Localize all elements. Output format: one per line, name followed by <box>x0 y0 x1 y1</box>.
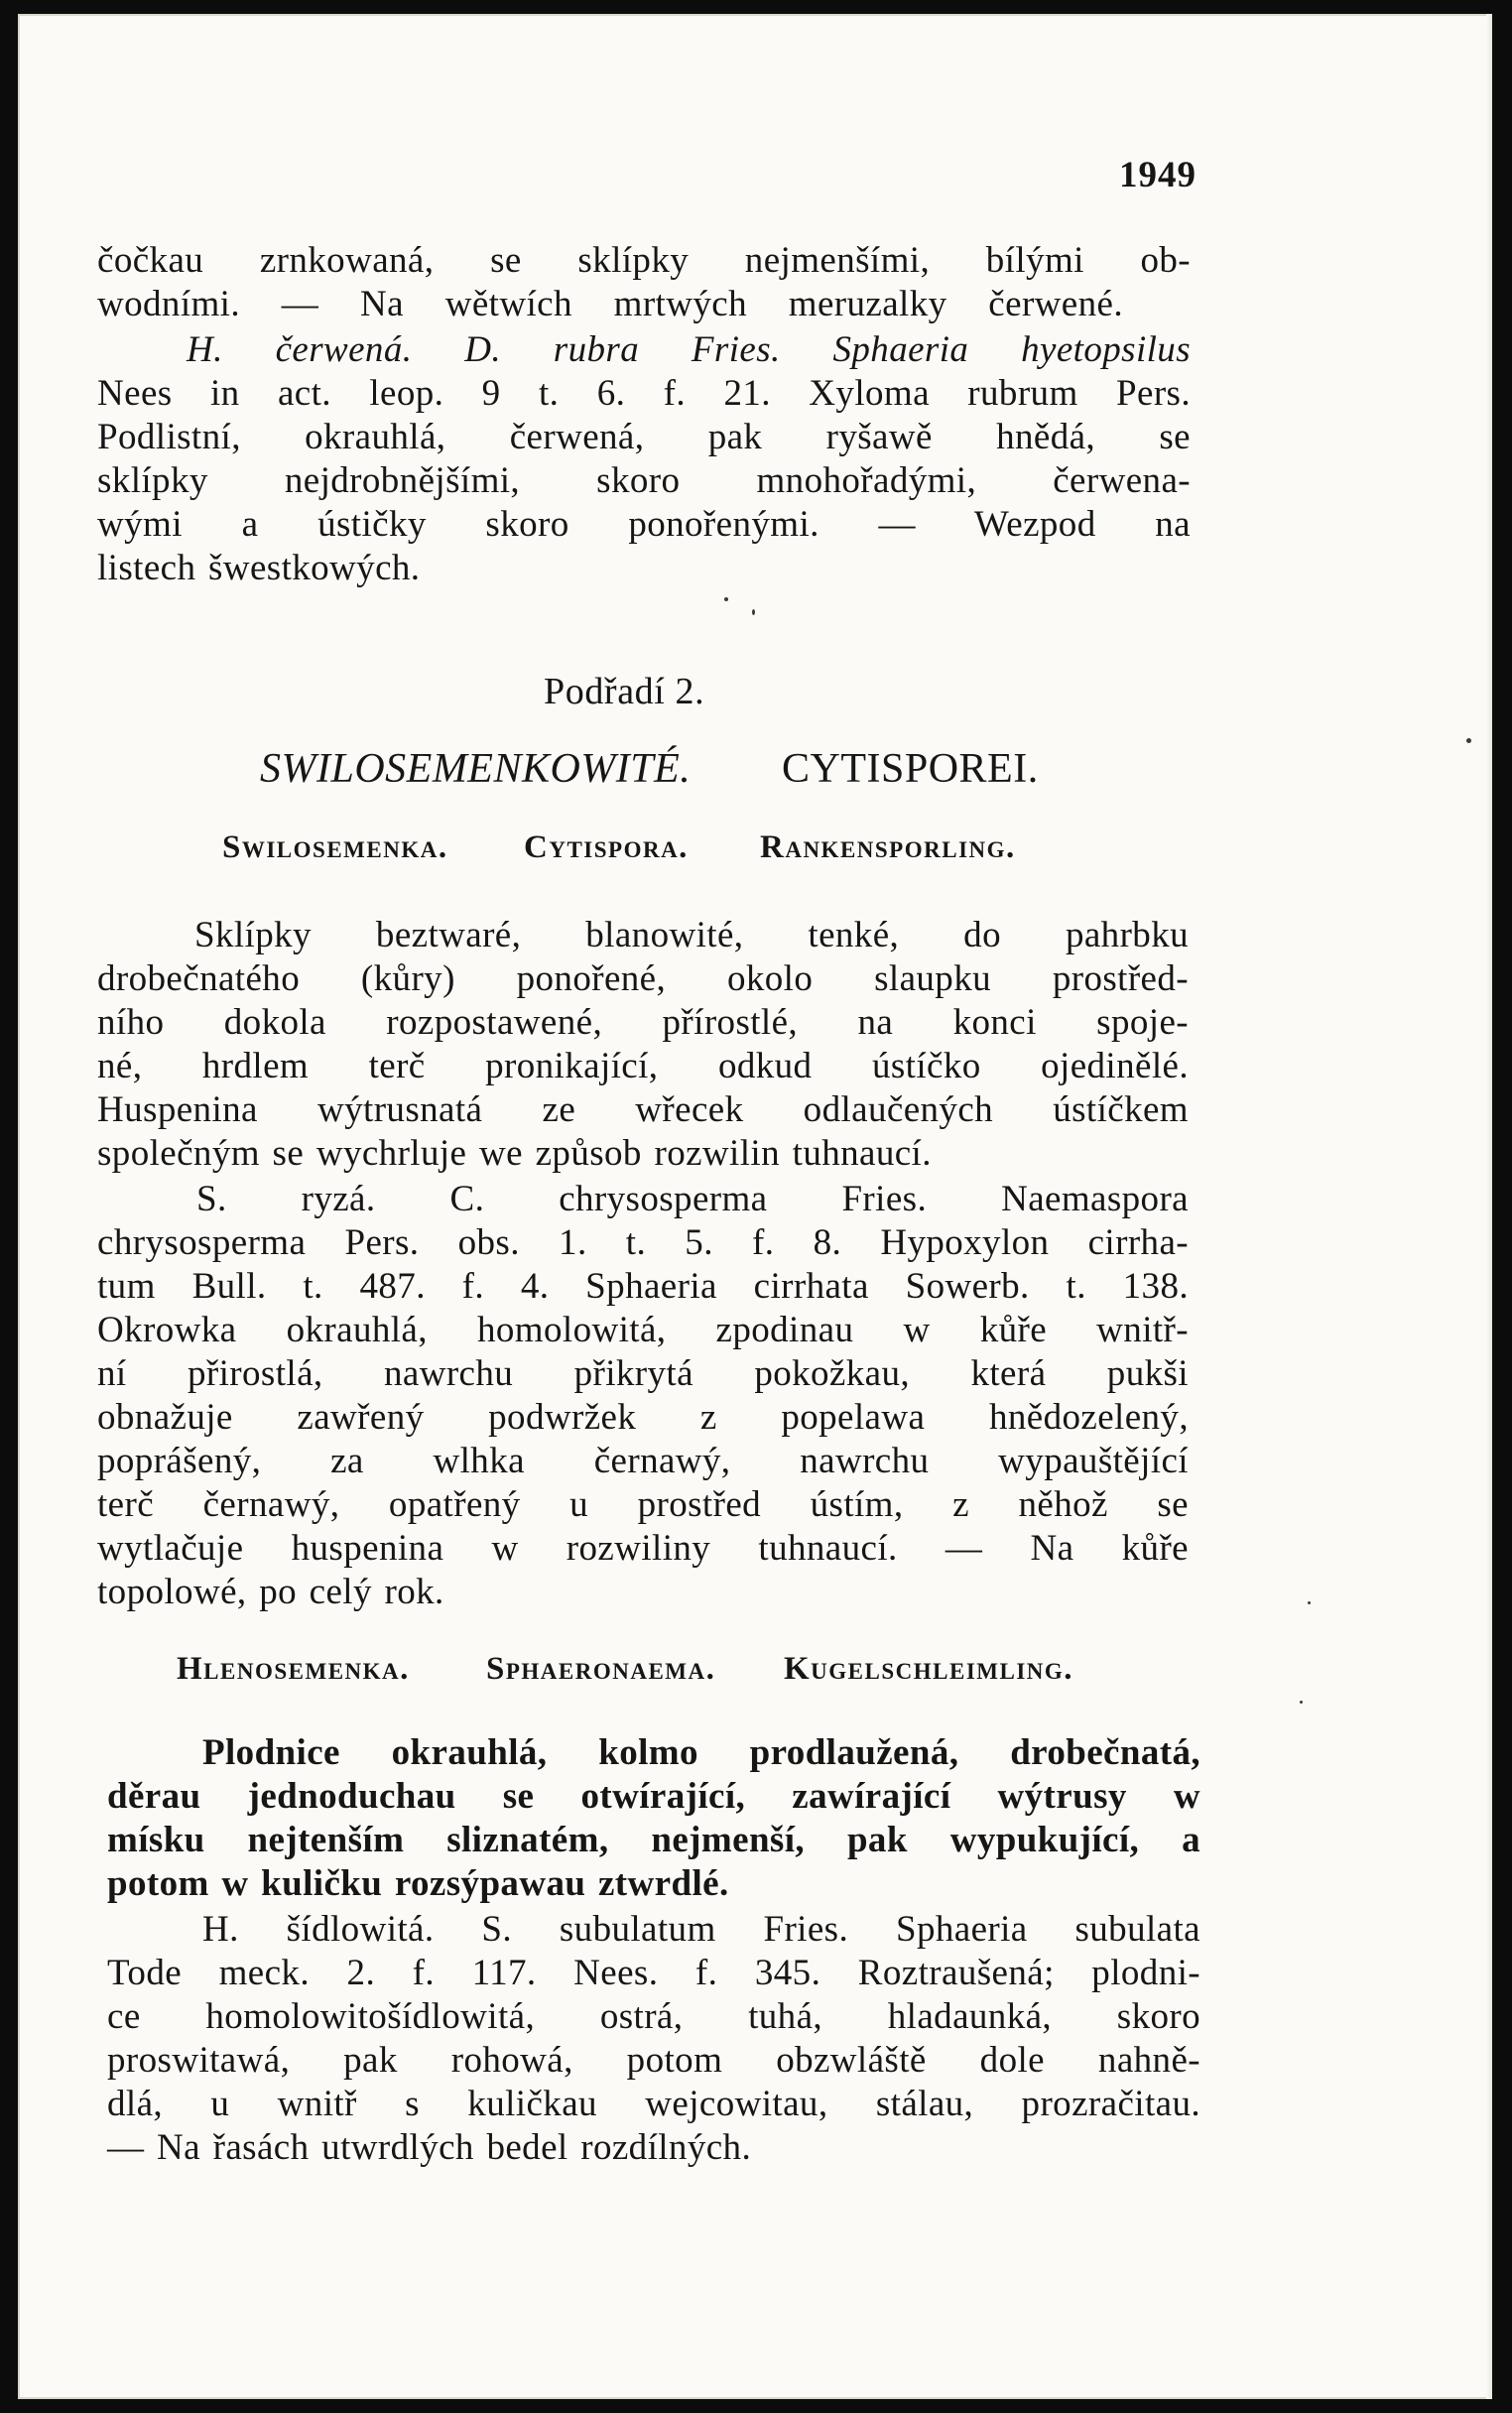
text-line: Okrowka okrauhlá, homolowitá, zpodinau w kůře wnitř- <box>97 1310 1189 1350</box>
genus-name-latin: Cytispora. <box>524 829 689 865</box>
text-line: wodními. — Na wětwích mrtwých meruzalky čerwené. <box>97 284 1123 324</box>
text-line: wytlačuje huspenina w rozwiliny tuhnaucí. — Na kůře <box>97 1528 1189 1569</box>
text-line: S. ryzá. C. chrysosperma Fries. Naemaspora <box>196 1179 1189 1219</box>
page-number: 1949 <box>1119 155 1197 195</box>
text-line: ce homolowitošídlowitá, ostrá, tuhá, hladaunká, skoro <box>107 1996 1200 2037</box>
text-line: né, hrdlem terč pronikající, odkud ústíčko ojedinělé. <box>97 1046 1189 1086</box>
order-heading: Podřadí 2. <box>544 671 705 712</box>
text-line: Tode meck. 2. f. 117. Nees. f. 345. Roztraušená; plodni- <box>107 1953 1200 1993</box>
family-title-latin: CYTISPOREI. <box>782 746 1039 792</box>
text-line: drobečnatého (kůry) ponořené, okolo slaupku prostřed- <box>97 958 1189 999</box>
scan-speck <box>1300 1701 1303 1704</box>
family-title-czech: SWILOSEMENKOWITÉ. <box>260 746 692 792</box>
text-line: — Na řasách utwrdlých bedel rozdílných. <box>107 2127 752 2168</box>
text-line: mísku nejtenším sliznatém, nejmenší, pak wypukující, a <box>107 1820 1200 1860</box>
genus-name-czech: Swilosemenka. <box>222 829 448 865</box>
scan-speck <box>1466 738 1471 743</box>
text-line: topolowé, po celý rok. <box>97 1572 444 1612</box>
scan-speck <box>724 597 728 601</box>
text-line: obnažuje zawřený podwržek z popelawa hnědozelený, <box>97 1397 1189 1438</box>
text-line: wými a ústičky skoro ponořenými. — Wezpod na <box>97 504 1191 545</box>
paper-sheet <box>18 14 1492 2399</box>
genus-name-german: Rankensporling. <box>760 829 1016 865</box>
text-line: Sklípky beztwaré, blanowité, tenké, do pahrbku <box>194 915 1189 955</box>
text-line: společným se wychrluje we způsob rozwilin tuhnaucí. <box>97 1133 932 1174</box>
scan-speck <box>1308 1601 1311 1604</box>
text-line: ní přirostlá, nawrchu přikrytá pokožkau, která pukši <box>97 1353 1189 1394</box>
text-line: listech šwestkowých. <box>97 548 421 588</box>
text-line: potom w kuličku rozsýpawau ztwrdlé. <box>107 1863 729 1904</box>
text-line: dlá, u wnitř s kuličkau wejcowitau, stálau, prozračitau. <box>107 2084 1200 2124</box>
genus-name-latin: Sphaeronaema. <box>486 1651 716 1687</box>
text-line: ního dokola rozpostawené, přírostlé, na konci spoje- <box>97 1002 1189 1043</box>
text-line: terč černawý, opatřený u prostřed ústím, z něhož se <box>97 1484 1189 1525</box>
text-line: proswitawá, pak rohowá, potom obzwláště dole nahně- <box>107 2040 1200 2081</box>
text-line: H. šídlowitá. S. subulatum Fries. Sphaeria subulata <box>202 1909 1200 1950</box>
text-line: sklípky nejdrobnějšími, skoro mnohořadými, čerwena- <box>97 460 1191 501</box>
genus-name-czech: Hlenosemenka. <box>177 1651 410 1687</box>
scan-speck <box>752 609 755 615</box>
text-line: Plodnice okrauhlá, kolmo prodlaužená, drobečnatá, <box>202 1732 1200 1773</box>
text-line: Podlistní, okrauhlá, čerwená, pak ryšawě hnědá, se <box>97 417 1191 457</box>
genus-name-german: Kugelschleimling. <box>784 1651 1074 1687</box>
text-line: Nees in act. leop. 9 t. 6. f. 21. Xyloma rubrum Pers. <box>97 373 1191 414</box>
text-line: děrau jednoduchau se otwírající, zawírající wýtrusy w <box>107 1776 1200 1817</box>
text-line: čočkau zrnkowaná, se sklípky nejmenšími, bílými ob- <box>97 240 1191 281</box>
text-line: poprášený, za wlhka černawý, nawrchu wypauštějící <box>97 1441 1189 1481</box>
text-line: H. čerwená. D. rubra Fries. Sphaeria hyetopsilus <box>187 329 1191 370</box>
text-line: Huspenina wýtrusnatá ze wřecek odlaučených ústíčkem <box>97 1089 1189 1130</box>
text-line: chrysosperma Pers. obs. 1. t. 5. f. 8. Hypoxylon cirrha- <box>97 1222 1189 1263</box>
text-line: tum Bull. t. 487. f. 4. Sphaeria cirrhata Sowerb. t. 138. <box>97 1266 1189 1307</box>
